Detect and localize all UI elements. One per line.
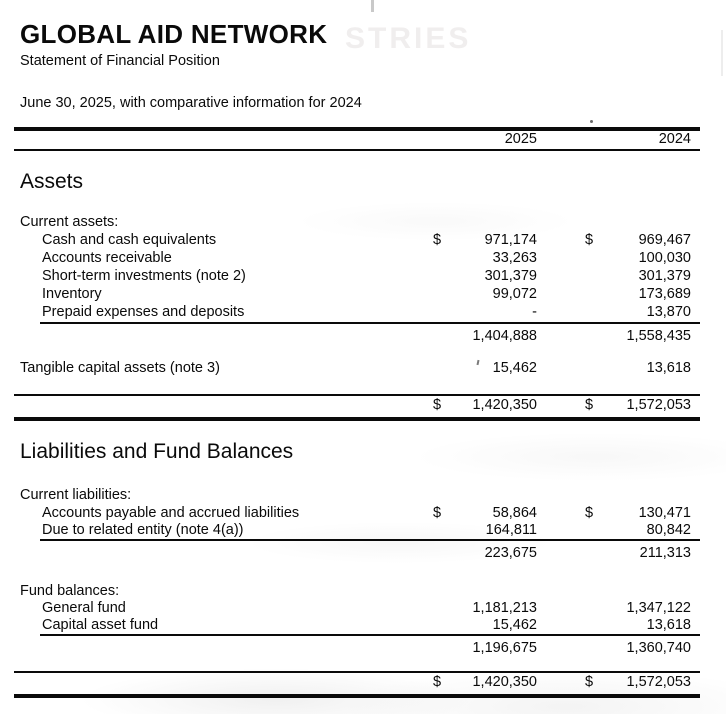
line-item-label: Short-term investments (note 2) xyxy=(42,268,246,284)
amount-2024: 100,030 xyxy=(638,250,691,266)
amount-2024-cell xyxy=(585,286,700,302)
line-item-label: Prepaid expenses and deposits xyxy=(42,304,245,320)
amount-2024-cell xyxy=(585,617,700,633)
amount-2024: 80,842 xyxy=(646,522,691,538)
amount-2024-cell xyxy=(585,640,700,656)
line-item-label: Accounts receivable xyxy=(42,250,172,266)
amount-2024-cell xyxy=(585,250,700,266)
line-item-label: General fund xyxy=(42,600,126,616)
amount-2025: 1,181,213 xyxy=(472,600,537,616)
assets-heading: Assets xyxy=(20,170,84,193)
amount-2024-cell xyxy=(585,397,700,413)
line-item-row xyxy=(20,268,700,286)
amount-2024: 13,870 xyxy=(646,304,691,320)
amount-2025: 58,864 xyxy=(492,505,537,521)
current-assets-group-label: Current assets: xyxy=(20,214,119,230)
line-item-row xyxy=(20,232,700,250)
amount-2025-cell xyxy=(433,360,537,376)
amount-2024-cell xyxy=(585,545,700,561)
amount-2024-cell xyxy=(585,360,700,376)
liabilities-total-row xyxy=(20,673,700,694)
line-item-row xyxy=(20,286,700,304)
amount-2025-cell xyxy=(433,505,537,521)
amount-2025: 1,404,888 xyxy=(472,328,537,344)
dollar-sign: $ xyxy=(433,674,442,690)
amount-2024: 1,572,053 xyxy=(626,674,691,690)
amount-2025-cell xyxy=(433,600,537,616)
amount-2025: 223,675 xyxy=(484,545,537,561)
amount-2025-cell xyxy=(433,232,537,248)
header-bottom-rule xyxy=(14,149,700,151)
amount-2025-cell xyxy=(433,286,537,302)
line-item-label: Accounts payable and accrued liabilities xyxy=(42,505,300,521)
amount-2024-cell xyxy=(585,232,700,248)
doc-title: Statement of Financial Position xyxy=(20,53,220,69)
dollar-sign: $ xyxy=(433,397,442,413)
scan-artifact-edge-smudge xyxy=(721,30,723,76)
amount-2024: 1,360,740 xyxy=(626,640,691,656)
liabilities-section xyxy=(20,505,700,562)
assets-total-bottom-rule xyxy=(14,417,700,421)
amount-2024: 130,471 xyxy=(638,505,691,521)
year-2025-header: 2025 xyxy=(504,131,537,147)
year-2025-cell xyxy=(433,131,537,147)
scan-artifact-top-tick xyxy=(371,0,374,12)
amount-2024-cell xyxy=(585,522,700,538)
amount-2025-cell xyxy=(433,304,537,320)
dollar-sign: $ xyxy=(585,505,594,521)
amount-2025: 164,811 xyxy=(485,522,537,538)
amount-2025-cell xyxy=(433,617,537,633)
amount-2025: 971,174 xyxy=(484,232,537,248)
amount-2025-cell xyxy=(433,522,537,538)
line-item-row xyxy=(40,617,700,636)
line-item-label: Capital asset fund xyxy=(42,617,159,633)
dollar-sign: $ xyxy=(433,505,442,521)
tangible-capital-assets-row xyxy=(20,360,700,378)
bleed-through-ghost-text: STRIES xyxy=(345,22,472,55)
amount-2025-cell xyxy=(433,250,537,266)
amount-2024: 173,689 xyxy=(638,286,691,302)
amount-2025-cell xyxy=(433,545,537,561)
amount-2025: 15,462 xyxy=(492,617,537,633)
assets-total-row xyxy=(20,396,700,417)
fund-balances-section xyxy=(20,600,700,657)
amount-2025-cell xyxy=(433,674,537,690)
amount-2025: 1,420,350 xyxy=(472,674,537,690)
amount-2024-cell xyxy=(585,600,700,616)
year-header-row xyxy=(20,131,700,148)
amount-2025-cell xyxy=(433,268,537,284)
current-assets-subtotal-row xyxy=(20,324,700,346)
amount-2024-cell xyxy=(585,268,700,284)
fund-balances-subtotal-row xyxy=(20,636,700,657)
line-item-row xyxy=(20,505,700,522)
amount-2025: 99,072 xyxy=(492,286,537,302)
liabilities-heading: Liabilities and Fund Balances xyxy=(20,440,294,463)
dollar-sign: $ xyxy=(585,232,594,248)
dollar-sign: $ xyxy=(585,397,594,413)
amount-2024: 13,618 xyxy=(646,617,691,633)
dollar-sign: $ xyxy=(585,674,594,690)
liabilities-total-bottom-rule xyxy=(14,694,700,698)
amount-2025: 33,263 xyxy=(492,250,537,266)
amount-2025-cell xyxy=(433,328,537,344)
current-liabilities-group-label: Current liabilities: xyxy=(20,487,132,503)
amount-2024: 969,467 xyxy=(638,232,691,248)
amount-2025-cell xyxy=(433,640,537,656)
amount-2024-cell xyxy=(585,328,700,344)
amount-2024-cell xyxy=(585,674,700,690)
line-item-row xyxy=(40,304,700,324)
amount-2024-cell xyxy=(585,304,700,320)
line-item-row xyxy=(20,250,700,268)
amount-2024: 13,618 xyxy=(646,360,691,376)
date-line: June 30, 2025, with comparative information for 2024 xyxy=(20,95,362,111)
assets-section xyxy=(20,232,700,378)
amount-2024: 1,558,435 xyxy=(626,328,691,344)
year-2024-header: 2024 xyxy=(658,131,691,147)
scan-artifact-dot xyxy=(590,120,593,123)
amount-2025: 1,420,350 xyxy=(472,397,537,413)
line-item-row xyxy=(20,600,700,617)
line-item-label: Tangible capital assets (note 3) xyxy=(20,360,220,376)
line-item-row xyxy=(40,522,700,541)
amount-2025: 301,379 xyxy=(484,268,537,284)
amount-2024: 211,313 xyxy=(639,545,691,561)
amount-2024-cell xyxy=(585,505,700,521)
line-item-label: Inventory xyxy=(42,286,102,302)
year-2024-cell xyxy=(585,131,700,147)
line-item-label: Cash and cash equivalents xyxy=(42,232,217,248)
amount-2025-cell xyxy=(433,397,537,413)
amount-2024: 1,347,122 xyxy=(626,600,691,616)
fund-balances-group-label: Fund balances: xyxy=(20,583,120,599)
amount-2024: 1,572,053 xyxy=(626,397,691,413)
org-name: GLOBAL AID NETWORK xyxy=(20,19,328,49)
amount-2025: - xyxy=(532,304,537,320)
dollar-sign: $ xyxy=(433,232,442,248)
amount-2025: 15,462 xyxy=(492,360,537,376)
line-item-label: Due to related entity (note 4(a)) xyxy=(42,522,244,538)
amount-2025: 1,196,675 xyxy=(472,640,537,656)
amount-2024: 301,379 xyxy=(638,268,691,284)
current-liabilities-subtotal-row xyxy=(20,541,700,562)
